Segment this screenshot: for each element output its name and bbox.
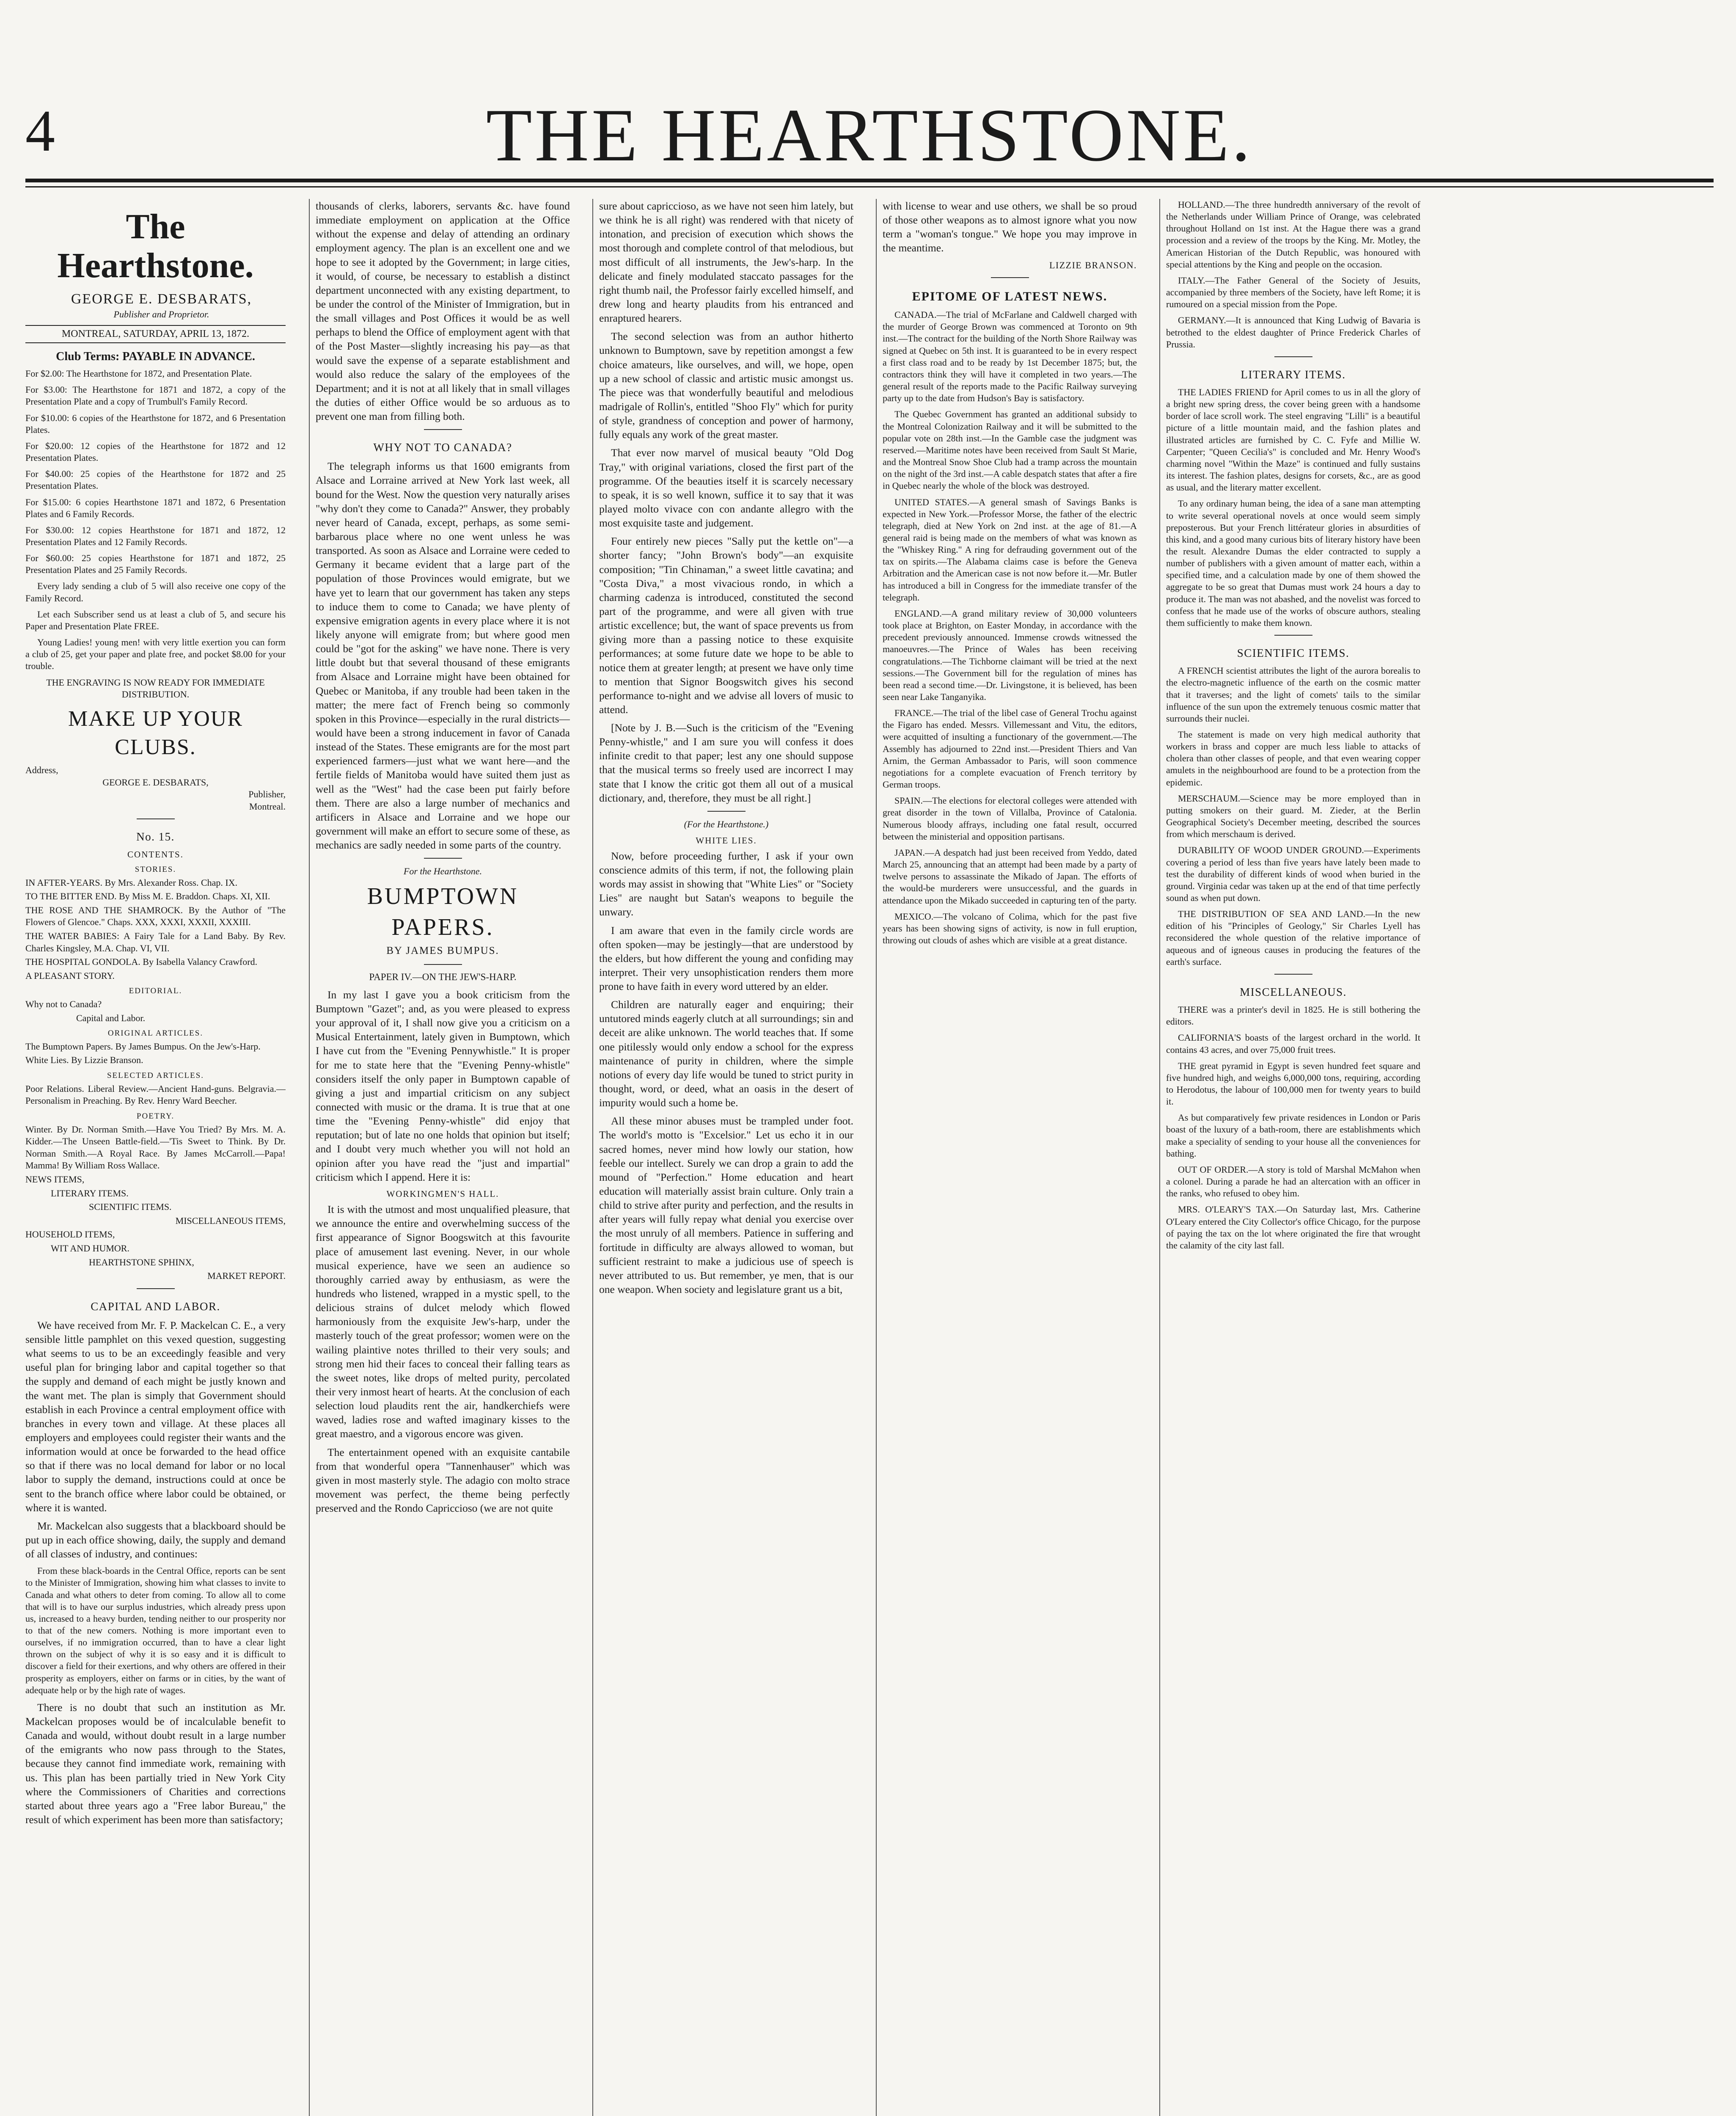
- newspaper-title: THE HEARTHSTONE.: [486, 93, 1253, 177]
- column-2: [309, 199, 570, 2116]
- terms-item: For $15.00: 6 copies Hearthstone 1871 and 1872, 6 Presentation Plates and 6 Family Records.: [25, 496, 286, 519]
- news-paragraph: ITALY.—The Father General of the Society of Jesuits, accompanied by three members of the Society, have left Rome; it is rumoured on a special mission from the Pope.: [1166, 275, 1420, 310]
- toc-item: White Lies. By Lizzie Branson.: [25, 1055, 143, 1066]
- toc-item: Capital and Labor.: [76, 1012, 146, 1023]
- issue-number: No. 15.: [136, 830, 175, 843]
- misc-paragraph: As but comparatively few private residences in London or Paris boast of the luxury of a bath-room, there are establishments which make a speciality of sending to your house all the conveniences for bathing.: [1166, 1112, 1420, 1159]
- toc-item: THE HOSPITAL GONDOLA. By Isabella Valancy Crawford.: [25, 956, 258, 967]
- article-paragraph: sure about capriccioso, as we have not seen him lately, but we think he is all right) was rendered with that nicety of intonation, and precision of execution which shows the most thorough and complete control of that melodious, but most difficult of all instruments, the Jew's-harp. In the delicate and finely modulated staccato passages for the right thumb nail, the Professor fairly excelled himself, and drew long and hearty plaudits from his entranced and enraptured hearers.: [599, 200, 853, 325]
- address-line: GEORGE E. DESBARATS,: [102, 777, 209, 788]
- separator: [424, 964, 462, 965]
- toc-item: MISCELLANEOUS ITEMS,: [175, 1215, 286, 1226]
- news-items: [883, 309, 1137, 946]
- article-paragraph: The telegraph informs us that 1600 emigrants from Alsace and Lorraine arrived at New York last week, all bound for the West. Now the question very naturally arises "why don't they come to Canada?" Answer, they probably never heard of Canada, except, perhaps, as some semi-barbarous place where no one went unless he was transported. As soon as Alsace and Lorraine were ceded to Germany it became evident that a large part of the population of those Provinces would emigrate, but we have yet to learn that our government has taken any steps to induce them to come to Canada; we have plenty of expensive emigration agents in every place where it is not likely anyone will emigrate from; but where good men could be "got for the asking" we have none. There is very little doubt but that several thousand of these emigrants from Alsace and Lorraine might have been obtained for Quebec or Manitoba, if any trouble had been taken in the matter; the mere fact of French being so commonly spoken in this Province—especially in the rural districts—would have been a strong inducement in favor of Canada instead of the States. These emigrants are for the most part experienced farmers—just what we want here—and the fertile fields of Manitoba would have suited them just as well as the "West" had the case been put fairly before them. There are also a large number of mechanics and artificers in Alsace and Lorraine and we hope our government will make an effort to secure some of these, as mechanics are sadly needed in some parts of the country.: [316, 460, 570, 851]
- toc-item: TO THE BITTER END. By Miss M. E. Braddon. Chaps. XI, XII.: [25, 891, 270, 902]
- news-items: [1166, 199, 1420, 350]
- toc-item: The Bumptown Papers. By James Bumpus. On the Jew's-Harp.: [25, 1041, 261, 1052]
- news-paragraph: HOLLAND.—The three hundredth anniversary of the revolt of the Netherlands under William Prince of Orange, was celebrated throughout Holland on 1st inst. At the Hague there was a grand procession and a review of the troops by the King. Mr. Motley, the American Historian of the Dutch Republic, was honoured with special attentions by the King and people on the occasion.: [1166, 199, 1420, 270]
- engraving-notice: THE ENGRAVING IS NOW READY FOR IMMEDIATE DISTRIBUTION.: [46, 677, 265, 700]
- toc-item: NEWS ITEMS,: [25, 1174, 85, 1185]
- separator: [1274, 974, 1312, 975]
- toc-item: LITERARY ITEMS.: [51, 1187, 129, 1199]
- toc-item: Why not to Canada?: [25, 998, 102, 1009]
- columns: [25, 199, 1714, 2116]
- masthead-rule-thin: [25, 186, 1714, 187]
- toc-item: THE ROSE AND THE SHAMROCK. By the Author of "The Flowers of Glencoe." Chaps. XXX, XXXI, XXXII, XXXIII.: [25, 904, 286, 928]
- bumptown-title: BUMPTOWN PAPERS.: [367, 883, 519, 940]
- scientific-heading: SCIENTIFIC ITEMS.: [1237, 647, 1350, 660]
- news-paragraph: GERMANY.—It is announced that King Ludwig of Bavaria is betrothed to the eldest daughter of Prince Frederick Charles of Prussia.: [1166, 315, 1420, 350]
- toc-item: HOUSEHOLD ITEMS,: [25, 1229, 115, 1240]
- toc-category: SELECTED ARTICLES.: [107, 1071, 204, 1080]
- article-paragraph: The entertainment opened with an exquisite cantabile from that wonderful opera "Tannenhauser" which was given in most masterly style. The adagio con molto strace movement was perfect, the theme being perfectly preserved and the Rondo Capriccioso (we are not quite: [316, 1446, 570, 1515]
- column-1: [25, 199, 286, 2116]
- misc-paragraph: OUT OF ORDER.—A story is told of Marshal McMahon when a colonel. During a parade he had an altercation with an officer in the ranks, who refused to obey him.: [1166, 1164, 1420, 1199]
- toc-category: STORIES.: [135, 865, 176, 874]
- publisher-address: [25, 764, 286, 813]
- article-paragraph: There is no doubt that such an institution as Mr. Mackelcan proposes would be of incalculable benefit to Canada and would, without doubt result in a large number of the emigrants who now pass through to the States, because they cannot find immediate work, remaining with us. This plan has been partially tried in New York City where the Commissioners of Charities and corrections started about three years ago a "Free labor Bureau," the result of which experiment has been more than satisfactory;: [25, 1701, 286, 1826]
- article-paragraph: I am aware that even in the family circle words are often spoken—may be jestingly—that are understood by the elders, but how different the young and confiding may interpret. Their very unsophistication renders them more prone to have faith in every word uttered by an elder.: [599, 924, 853, 993]
- masthead: [25, 93, 1714, 186]
- separator: [424, 429, 462, 430]
- separator: [707, 811, 746, 812]
- separator: [137, 818, 175, 819]
- article-paragraph: Four entirely new pieces "Sally put the kettle on"—a shorter fancy; "John Brown's body"—an exquisite composition; "Tin Chinaman," a sweet little cavatina; and "Costa Diva," a most vivacious rondo, in which a charming cadenza is introduced, constituted the second part of the programme, and were all given with true artistic excellence; but, the want of space prevents us from giving more than a passing notice to these exquisite performances; at some future date we hope to be able to notice them at greater length; at present we have only time to mention that Signor Boogswitch gives his second performance to-night and we advise all lovers of music to attend.: [599, 535, 853, 716]
- article-paragraph: thousands of clerks, laborers, servants &c. have found immediate employment on application at the Office without the expense and delay of attending an ordinary employment agency. The plan is an excellent one and we hope to see it adopted by the Government; in large cities, it would, of course, be necessary to establish a distinct department unconnected with any existing department, to be under the control of the Minister of Immigration, but in the small villages and Post Offices it would be as well perhaps to blend the Office of employment agent with that of the Post Master—slightly increasing his pay—as that would save the expense of a separate establishment and would also reduce the salary of the employees of the Department; and it is not at all likely that in small villages the duties of either Office would be so arduous as to prevent one man from filling both.: [316, 200, 570, 423]
- masthead-rule-thick: [25, 179, 1714, 182]
- article-paragraph: Children are naturally eager and enquiring; their untutored minds eagerly clutch at all surroundings; sin and deceit are alike unknown. The world teaches that. If some one pitilessly would only endow a school for the express maintenance of purity in children, where the simple notions of every day life would be tuned to strict purity in thought, word, or deed, what an oasis in the desert of impurity would such a home be.: [599, 998, 853, 1109]
- article-paragraph: In my last I gave you a book criticism from the Bumptown "Gazet"; and, as you were pleased to express your approval of it, I shall now give you a criticism on a Musical Entertainment, lately given in Bumptown, which I have cut from the "Evening Pennywhistle." It is proper for me to state here that the "Evening Penny-whistle" considers itself the only paper in Bumptown capable of giving a just and impartial criticism on any subject connected with music or the drama. It is true that at one time the "Evening Penny-whistle" did enjoy that reputation; but of late no one holds that opinion but itself; and I doubt very much whether you will not hold an opinion after you have read the "just and impartial" criticism which I append. Here it is:: [316, 988, 570, 1183]
- toc-item: THE WATER BABIES: A Fairy Tale for a Land Baby. By Rev. Charles Kingsley, M.A. Chap. VI, VII.: [25, 930, 286, 953]
- club-terms-list: [25, 368, 286, 700]
- scientific-paragraph: A FRENCH scientist attributes the light of the aurora borealis to the electro-magnetic influence of the earth on the cosmic matter that it traverses; and the light of comets' tails to the similar influence of the sun upon the extremely tenuous cosmic matter that surrounds their nuclei.: [1166, 665, 1420, 724]
- workingmens-hall-heading: WORKINGMEN'S HALL.: [386, 1188, 499, 1199]
- news-paragraph: ENGLAND.—A grand military review of 30,000 volunteers took place at Brighton, on Easter Monday, in accordance with the precedent previously announced. Immense crowds witnessed the manoeuvres.—The Prince of Wales has been receiving congratulations.—The Tichborne claimant will be tried at the next sessions.—The Government bill for the regulation of mines has been read a second time.—Dr. Livingstone, it is believed, has been seen near Lake Tanganyika.: [883, 608, 1137, 702]
- literary-paragraph: THE LADIES FRIEND for April comes to us in all the glory of a bright new spring dress, the cover being green with a handsome border of lace scroll work. The steel engraving "Lilli" is a beautiful picture of a little mountain maid, and the fashion plates and illustrated articles are furnished by C. C. Fyfe and Millie W. Carpenter; "Queen Cecilia's" is concluded and Mr. Henry Wood's charming novel "Within the Maze" is continued and fully sustains its interest. The fashion plates, designs for corsets, &c., are as good as usual, and the literary matter excellent.: [1166, 386, 1420, 493]
- scientific-paragraph: THE DISTRIBUTION OF SEA AND LAND.—In the new edition of his "Principles of Geology," Sir Charles Lyell has reconsidered the whole question of the relative importance of aqueous and of igneous causes in producing the features of the earth's surface.: [1166, 909, 1420, 967]
- literary-items: [1166, 386, 1420, 629]
- news-paragraph: UNITED STATES.—A general smash of Savings Banks is expected in New York.—Professor Morse, the father of the electric telegraph, died at New York on 2nd inst. at the age of 81.—A general raid is being made on the members of what was known as the "Whiskey Ring." A ring for defrauding government out of the tax on spirits.—The Alabama claims case is before the Geneva Arbitration and the American case is not now before it.—Mr. Butler has introduced a bill in Congress for the immediate transfer of the telegraph.: [883, 496, 1137, 603]
- separator: [1274, 356, 1312, 357]
- article-paragraph: Mr. Mackelcan also suggests that a blackboard should be put up in each office showing, daily, the supply and demand of all classes of industry, and continues:: [25, 1519, 286, 1560]
- article-heading: CAPITAL AND LABOR.: [91, 1300, 220, 1313]
- misc-paragraph: THE great pyramid in Egypt is seven hundred feet square and five hundred high, and weighs 6,000,000 tons, requiring, according to Herodotus, the labour of 100,000 men for twenty years to build it.: [1166, 1060, 1420, 1107]
- article-paragraph: with license to wear and use others, we shall be so proud of those other weapons as to almost ignore what you now term a "woman's tongue." We hope you may improve in the meantime.: [883, 200, 1137, 254]
- news-paragraph: CANADA.—The trial of McFarlane and Caldwell charged with the murder of George Brown was commenced at Toronto on 9th inst.—The contract for the building of the North Shore Railway was signed at Quebec on 5th inst. It is guaranteed to be in every respect a first class road and to be ready by 1st December 1875; but, the contractors think they will have it completed in two years.—The general result of the reports made to the Pacific Railway surveying party up to the date from Hudson's Bay is satisfactory.: [883, 309, 1137, 404]
- toc-category: EDITORIAL.: [129, 986, 182, 996]
- paper-nameplate: The Hearthstone.: [57, 207, 254, 286]
- make-up-clubs: MAKE UP YOUR CLUBS.: [68, 706, 243, 760]
- bumptown-subtitle: PAPER IV.—ON THE JEW'S-HARP.: [369, 971, 517, 982]
- misc-paragraph: THERE was a printer's devil in 1825. He is still bothering the editors.: [1166, 1004, 1420, 1027]
- toc-item: Poor Relations. Liberal Review.—Ancient Hand-guns. Belgravia.—Personalism in Preaching. By Rev. Henry Ward Beecher.: [25, 1083, 286, 1106]
- news-paragraph: MEXICO.—The volcano of Colima, which for the past five years has been showing signs of activity, is now in full eruption, throwing out clouds of ashes which are visible at a great distance.: [883, 911, 1137, 945]
- white-lies-title: WHITE LIES.: [696, 835, 757, 846]
- contents-heading: CONTENTS.: [127, 849, 184, 860]
- scientific-paragraph: MERSCHAUM.—Science may be more employed than in putting smokers on their guard. M. Zieder, at the Berlin Geographical Society's December meeting, described the sources from which merschaum is derived.: [1166, 793, 1420, 840]
- for-hearthstone-note: For the Hearthstone.: [403, 866, 482, 877]
- terms-item: For $20.00: 12 copies of the Hearthstone for 1872 and 12 Presentation Plates.: [25, 440, 286, 463]
- scientific-paragraph: The statement is made on very high medical authority that workers in brass and copper are much less liable to attacks of cholera than other classes of people, and that even wearing copper amulets in the neighbourhood are found to be a protection from the epidemic.: [1166, 729, 1420, 788]
- separator: [424, 858, 462, 859]
- club-terms-heading: Club Terms: PAYABLE IN ADVANCE.: [56, 350, 255, 363]
- table-of-contents: [25, 865, 286, 1282]
- scientific-paragraph: DURABILITY OF WOOD UNDER GROUND.—Experiments covering a period of less than five years have lately been made to test the durability of different kinds of wood when buried in the ground. Virginia cedar was taken up at the end of that time perfectly sound as when put down.: [1166, 845, 1420, 903]
- toc-item: HEARTHSTONE SPHINX,: [89, 1256, 194, 1267]
- page-number: 4: [25, 98, 55, 164]
- article-quote: From these black-boards in the Central Office, reports can be sent to the Minister of Immigration, showing him what classes to invite to Canada and what others to deter from coming. To allow all to come that will is to have our surplus industries, which already press upon us, increased to a heavy burden, tending neither to our prosperity nor to that of the new comers. Nothing is more important even to ourselves, if no immigration occurred, than to have a clear light thrown on the subject of why it is so easy and it is difficult to discover a field for their exertions, and why others are offered in their prosperity as employers, either on farms or in cities, by the want of adequate help or by the high rate of wages.: [25, 1565, 286, 1695]
- miscellaneous-heading: MISCELLANEOUS.: [1240, 985, 1347, 998]
- toc-item: A PLEASANT STORY.: [25, 970, 115, 981]
- literary-heading: LITERARY ITEMS.: [1241, 368, 1346, 381]
- article-paragraph: It is with the utmost and most unqualified pleasure, that we announce the entire and overwhelming success of the first appearance of Signor Boogswitch at this favourite place of amusement last evening. Never, in our whole musical experience, have we seen an audience so thoroughly carried away by enthusiasm, as were the hundreds who listened, wrapped in a mystic spell, to the delicious strains of dulcet melody which flowed harmoniously from the exquisite Jew's-harp, under the masterly touch of the great professor; women were on the wailing plaintive notes thrilled to their very souls; and strong men hid their faces to conceal their falling tears as the sweet notes, like drops of melted purity, percolated their very inmost heart of hearts. At the conclusion of each selection loud plaudits rent the air, handkerchiefs were waved, ladies rose and wafted imaginary kisses to the great maestro, and a vigorous encore was given.: [316, 1203, 570, 1440]
- young-ladies-note: Young Ladies! young men! with very little exertion you can form a club of 25, get your paper and plate free, and pocket $8.00 for your trouble.: [25, 637, 286, 672]
- toc-item: Winter. By Dr. Norman Smith.—Have You Tried? By Mrs. M. A. Kidder.—The Unseen Battle-field.—'Tis Sweet to Think. By Dr. Norman Smith.—A Royal Race. By James McCarroll.—Papa! Mamma! By William Ross Wallace.: [25, 1124, 286, 1171]
- news-paragraph: The Quebec Government has granted an additional subsidy to the Montreal Colonization Railway and it will be submitted to the popular vote on 28th inst.—In the Gamble case the judgment was reserved.—Maritime notes have been received from Sault St Marie, and the Montreal Snow Shoe Club had a tramp across the mountain on the night of the 3rd inst.—A cable despatch states that after a fire in Quebec nearly the whole of the block was destroyed.: [883, 409, 1137, 491]
- article-paragraph: That ever now marvel of musical beauty "Old Dog Tray," with original variations, closed the first part of the programme. Of the beauties itself it is scarcely necessary to speak, it is so well known, suffice it to say that it was played molto vivace con con andante allegro with the most exquisite taste and judgement.: [599, 446, 853, 529]
- publisher-name: GEORGE E. DESBARATS,: [71, 291, 252, 307]
- column-4: [876, 199, 1137, 2116]
- article-paragraph: The second selection was from an author hitherto unknown to Bumptown, save by repetition amongst a few choice amateurs, like ourselves, and will, we hope, open up a new school of classic and artistic music amongst us. The piece was that wonderfully beautiful and melodious madrigale of Rollin's, entitled "Shoo Fly" which for purity of style, grandness of conception and power of harmony, fully equals any work of the great master.: [599, 330, 853, 441]
- toc-category: ORIGINAL ARTICLES.: [107, 1029, 204, 1038]
- publisher-role: Publisher and Proprietor.: [113, 309, 209, 320]
- column-5: [1159, 199, 1420, 2116]
- toc-item: IN AFTER-YEARS. By Mrs. Alexander Ross. Chap. IX.: [25, 877, 238, 888]
- address-line: Publisher,: [248, 789, 286, 800]
- club-note: Let each Subscriber send us at least a club of 5, and secure his Paper and Presentation Plate FREE.: [25, 609, 286, 631]
- toc-item: SCIENTIFIC ITEMS.: [89, 1201, 172, 1212]
- terms-item: For $3.00: The Hearthstone for 1871 and 1872, a copy of the Presentation Plate and a copy of Trumbull's Family Record.: [25, 384, 286, 407]
- epitome-heading: EPITOME OF LATEST NEWS.: [912, 289, 1108, 304]
- literary-paragraph: To any ordinary human being, the idea of a sane man attempting to write several operational novels at once would seem simply preposterous. But your French littérateur glories in absurdities of this kind, and a good many curious bits of literary history have been the result. Alexandre Dumas the elder contracted to supply a number of publishers with a given amount of matter each, within a specified time, and a calculation made by one of them showed the aggregate to be so great that Dumas must work 24 hours a day to produce it. The man was not abashed, and the novelist was forced to confess that he made use of the works of obscure authors, stealing them sufficiently to make them known.: [1166, 498, 1420, 628]
- column-3: [592, 199, 853, 2116]
- misc-paragraph: CALIFORNIA'S boasts of the largest orchard in the world. It contains 43 acres, and over 75,000 fruit trees.: [1166, 1032, 1420, 1055]
- address-line: Address,: [25, 765, 58, 776]
- dateline: MONTREAL, SATURDAY, APRIL 13, 1872.: [25, 325, 286, 343]
- scientific-items: [1166, 665, 1420, 968]
- news-paragraph: JAPAN.—A despatch had just been received from Yeddo, dated March 25, announcing that an attempt had been made by a party of twelve persons to assassinate the Mikado of Japan. The efforts of the would-be murderers were unsuccessful, and the guards in attendance upon the Mikado succeeded in capturing ten of the party.: [883, 847, 1137, 906]
- terms-item: For $60.00: 25 copies Hearthstone for 1871 and 1872, 25 Presentation Plates and 25 Family Records.: [25, 553, 286, 576]
- misc-items: [1166, 1004, 1420, 1251]
- article-paragraph: All these minor abuses must be trampled under foot. The world's motto is "Excelsior." Let us echo it in our sacred homes, never mind how lowly our station, how feeble our intellect. Surely we can drop a grain to add the mound of "Perfection." Home education and heart education will materially assist brain culture. Only train a child to strive after purity and perfection, and the results in after years will fully repay what denial you exercise over the most unruly of all members. Patience in suffering and fortitude in difficulty are always allowed to woman, but sufficient restraint to make a judicious use of speech is never attributed to us. But remember, ye men, that is our one weapon. When society and legislature grant us a bit,: [599, 1115, 853, 1296]
- separator: [137, 1288, 175, 1289]
- article-signature: LIZZIE BRANSON.: [1049, 259, 1137, 270]
- news-paragraph: FRANCE.—The trial of the libel case of General Trochu against the Figaro has ended. Messrs. Villemessant and Vitu, the editors, were acquitted of insulting a functionary of the government.—The Assembly has adjourned to 22nd inst.—President Thiers and Van Arnim, the German Ambassador to Paris, will soon commence negotiations for a complete evacuation of French territory by German troops.: [883, 708, 1137, 790]
- toc-category: POETRY.: [136, 1111, 175, 1121]
- article-heading: WHY NOT TO CANADA?: [373, 441, 512, 454]
- article-paragraph: We have received from Mr. F. P. Mackelcan C. E., a very sensible little pamphlet on this vexed question, suggesting what seems to us to be an exceedingly feasible and very useful plan for bringing labor and capital together so that the supply and demand of each might be justly known and the want met. The plan is simply that Government should establish in each Province a central employment office with branches in every town and village. At these places all employers and employees could register their wants and the information would at once be forwarded to the head office so that if there was no local demand for labor or no local labor to supply the demand, instructions could at once be sent to the branch office where labor could be obtained, or where it is wanted.: [25, 1319, 286, 1514]
- editor-note: [Note by J. B.—Such is the criticism of the "Evening Penny-whistle," and I am sure you will confess it does infinite credit to that paper; lest any one should suppose that the musical terms so freely used are incorrect I may state that I know the critic got them all out of a musical dictionary, and, therefore, they must be all right.]: [599, 722, 853, 804]
- misc-paragraph: MRS. O'LEARY'S TAX.—On Saturday last, Mrs. Catherine O'Leary entered the City Collector's office Chicago, for the purpose of paying the tax on the lot where originated the fire that wrought the calamity of the city last fall.: [1166, 1204, 1420, 1251]
- club-note: Every lady sending a club of 5 will also receive one copy of the Family Record.: [25, 581, 286, 603]
- bumptown-byline: BY JAMES BUMPUS.: [386, 945, 499, 957]
- news-paragraph: SPAIN.—The elections for electoral colleges were attended with great disorder in the town of Villalba, Province of Catalonia. Numerous bloody affrays, including one fatal result, occurred between the ministerial and opposition partisans.: [883, 795, 1137, 842]
- toc-item: WIT AND HUMOR.: [51, 1243, 129, 1254]
- terms-item: For $10.00: 6 copies of the Hearthstone for 1872, and 6 Presentation Plates.: [25, 412, 286, 435]
- address-line: Montreal.: [249, 801, 286, 812]
- toc-item: MARKET REPORT.: [207, 1270, 286, 1281]
- article-paragraph: Now, before proceeding further, I ask if your own conscience admits of this term, if not, the following plain words may assist in showing that "White Lies" or "Society Lies" are naught but Satan's weapons to beguile the unwary.: [599, 849, 853, 918]
- separator: [991, 277, 1029, 278]
- separator: [1274, 635, 1312, 636]
- for-hearthstone-note: (For the Hearthstone.): [684, 818, 769, 829]
- terms-item: For $30.00: 12 copies Hearthstone for 1871 and 1872, 12 Presentation Plates and 12 Family Records.: [25, 524, 286, 548]
- terms-item: For $2.00: The Hearthstone for 1872, and Presentation Plate.: [25, 368, 252, 379]
- terms-item: For $40.00: 25 copies of the Hearthstone for 1872 and 25 Presentation Plates.: [25, 468, 286, 491]
